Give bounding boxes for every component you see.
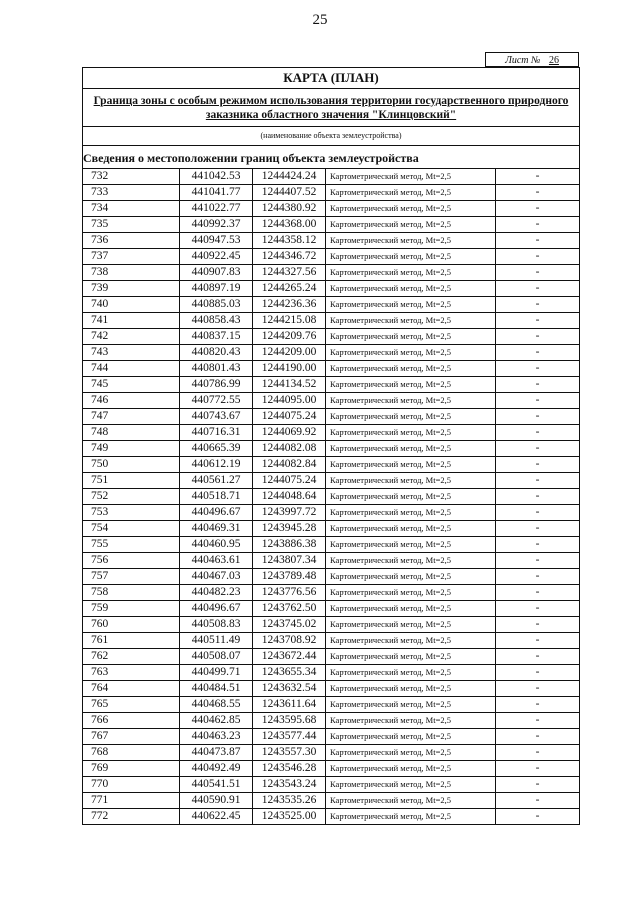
x-coordinate-cell: 440716.31: [180, 425, 253, 441]
y-coordinate-cell: 1243557.30: [253, 745, 326, 761]
table-row: [83, 569, 579, 585]
method-cell: Картометрический метод, Mt=2,5: [326, 329, 496, 345]
table-row: [83, 393, 579, 409]
y-coordinate-cell: 1243708.92: [253, 633, 326, 649]
table-row: [83, 617, 579, 633]
point-number-cell: 755: [83, 537, 180, 553]
note-cell: -: [496, 377, 580, 393]
table-row: [83, 233, 579, 249]
point-number-cell: 736: [83, 233, 180, 249]
note-cell: -: [496, 681, 580, 697]
method-cell: Картометрический метод, Mt=2,5: [326, 777, 496, 793]
y-coordinate-cell: 1243945.28: [253, 521, 326, 537]
x-coordinate-cell: 440462.85: [180, 713, 253, 729]
note-cell: -: [496, 441, 580, 457]
point-number-cell: 770: [83, 777, 180, 793]
x-coordinate-cell: 440484.51: [180, 681, 253, 697]
y-coordinate-cell: 1243632.54: [253, 681, 326, 697]
method-cell: Картометрический метод, Mt=2,5: [326, 345, 496, 361]
point-number-cell: 750: [83, 457, 180, 473]
y-coordinate-cell: 1243997.72: [253, 505, 326, 521]
point-number-cell: 769: [83, 761, 180, 777]
table-row: [83, 377, 579, 393]
note-cell: -: [496, 409, 580, 425]
point-number-cell: 747: [83, 409, 180, 425]
method-cell: Картометрический метод, Mt=2,5: [326, 457, 496, 473]
point-number-cell: 764: [83, 681, 180, 697]
note-cell: -: [496, 809, 580, 825]
note-cell: -: [496, 393, 580, 409]
table-row: [83, 521, 579, 537]
note-cell: -: [496, 505, 580, 521]
x-coordinate-cell: 440468.55: [180, 697, 253, 713]
table-row: [83, 601, 579, 617]
point-number-cell: 748: [83, 425, 180, 441]
table-row: [83, 313, 579, 329]
point-number-cell: 732: [83, 169, 180, 185]
method-cell: Картометрический метод, Mt=2,5: [326, 297, 496, 313]
note-cell: -: [496, 617, 580, 633]
table-row: [83, 201, 579, 217]
y-coordinate-cell: 1243789.48: [253, 569, 326, 585]
method-cell: Картометрический метод, Mt=2,5: [326, 313, 496, 329]
x-coordinate-cell: 440992.37: [180, 217, 253, 233]
point-number-cell: 734: [83, 201, 180, 217]
y-coordinate-cell: 1244095.00: [253, 393, 326, 409]
method-cell: Картометрический метод, Mt=2,5: [326, 441, 496, 457]
table-row: [83, 585, 579, 601]
x-coordinate-cell: 441042.53: [180, 169, 253, 185]
method-cell: Картометрический метод, Mt=2,5: [326, 425, 496, 441]
x-coordinate-cell: 440499.71: [180, 665, 253, 681]
table-row: [83, 489, 579, 505]
point-number-cell: 745: [83, 377, 180, 393]
y-coordinate-cell: 1243762.50: [253, 601, 326, 617]
x-coordinate-cell: 440541.51: [180, 777, 253, 793]
y-coordinate-cell: 1244190.00: [253, 361, 326, 377]
table-row: [83, 729, 579, 745]
x-coordinate-cell: 440590.91: [180, 793, 253, 809]
point-number-cell: 763: [83, 665, 180, 681]
note-cell: -: [496, 553, 580, 569]
point-number-cell: 740: [83, 297, 180, 313]
table-row: [83, 633, 579, 649]
point-number-cell: 767: [83, 729, 180, 745]
x-coordinate-cell: 440922.45: [180, 249, 253, 265]
y-coordinate-cell: 1244134.52: [253, 377, 326, 393]
point-number-cell: 772: [83, 809, 180, 825]
note-cell: -: [496, 665, 580, 681]
y-coordinate-cell: 1243672.44: [253, 649, 326, 665]
y-coordinate-cell: 1244075.24: [253, 473, 326, 489]
method-cell: Картометрический метод, Mt=2,5: [326, 665, 496, 681]
point-number-cell: 759: [83, 601, 180, 617]
x-coordinate-cell: 440508.07: [180, 649, 253, 665]
table-row: [83, 441, 579, 457]
table-row: [83, 681, 579, 697]
point-number-cell: 738: [83, 265, 180, 281]
x-coordinate-cell: 440786.99: [180, 377, 253, 393]
method-cell: Картометрический метод, Mt=2,5: [326, 809, 496, 825]
x-coordinate-cell: 440612.19: [180, 457, 253, 473]
table-row: [83, 745, 579, 761]
method-cell: Картометрический метод, Mt=2,5: [326, 409, 496, 425]
x-coordinate-cell: 440622.45: [180, 809, 253, 825]
table-row: [83, 409, 579, 425]
point-number-cell: 742: [83, 329, 180, 345]
x-coordinate-cell: 440772.55: [180, 393, 253, 409]
point-number-cell: 758: [83, 585, 180, 601]
note-cell: -: [496, 489, 580, 505]
point-number-cell: 762: [83, 649, 180, 665]
method-cell: Картометрический метод, Mt=2,5: [326, 185, 496, 201]
note-cell: -: [496, 713, 580, 729]
y-coordinate-cell: 1244082.84: [253, 457, 326, 473]
method-cell: Картометрический метод, Mt=2,5: [326, 377, 496, 393]
note-cell: -: [496, 649, 580, 665]
note-cell: -: [496, 281, 580, 297]
point-number-cell: 743: [83, 345, 180, 361]
y-coordinate-cell: 1244327.56: [253, 265, 326, 281]
y-coordinate-cell: 1244215.08: [253, 313, 326, 329]
sheet-number-box: [485, 52, 579, 67]
method-cell: Картометрический метод, Mt=2,5: [326, 745, 496, 761]
x-coordinate-cell: 440482.23: [180, 585, 253, 601]
x-coordinate-cell: 440511.49: [180, 633, 253, 649]
note-cell: -: [496, 425, 580, 441]
note-cell: -: [496, 793, 580, 809]
y-coordinate-cell: 1244346.72: [253, 249, 326, 265]
point-number-cell: 754: [83, 521, 180, 537]
method-cell: Картометрический метод, Mt=2,5: [326, 569, 496, 585]
note-cell: -: [496, 249, 580, 265]
table-row: [83, 537, 579, 553]
note-cell: -: [496, 297, 580, 313]
method-cell: Картометрический метод, Mt=2,5: [326, 793, 496, 809]
y-coordinate-cell: 1243745.02: [253, 617, 326, 633]
method-cell: Картометрический метод, Mt=2,5: [326, 681, 496, 697]
table-row: [83, 185, 579, 201]
note-cell: -: [496, 537, 580, 553]
y-coordinate-cell: 1244358.12: [253, 233, 326, 249]
y-coordinate-cell: 1243535.26: [253, 793, 326, 809]
point-number-cell: 768: [83, 745, 180, 761]
method-cell: Картометрический метод, Mt=2,5: [326, 585, 496, 601]
x-coordinate-cell: 440518.71: [180, 489, 253, 505]
point-number-cell: 751: [83, 473, 180, 489]
x-coordinate-cell: 441022.77: [180, 201, 253, 217]
table-row: [83, 649, 579, 665]
note-cell: -: [496, 361, 580, 377]
table-row: [83, 809, 579, 825]
x-coordinate-cell: 440508.83: [180, 617, 253, 633]
method-cell: Картометрический метод, Mt=2,5: [326, 537, 496, 553]
point-number-cell: 765: [83, 697, 180, 713]
method-cell: Картометрический метод, Mt=2,5: [326, 601, 496, 617]
method-cell: Картометрический метод, Mt=2,5: [326, 393, 496, 409]
y-coordinate-cell: 1244424.24: [253, 169, 326, 185]
table-row: [83, 345, 579, 361]
table-row: [83, 473, 579, 489]
method-cell: Картометрический метод, Mt=2,5: [326, 553, 496, 569]
page-number: 25: [312, 12, 328, 28]
x-coordinate-cell: 440665.39: [180, 441, 253, 457]
table-row: [83, 361, 579, 377]
x-coordinate-cell: 440463.23: [180, 729, 253, 745]
note-cell: -: [496, 745, 580, 761]
x-coordinate-cell: 440496.67: [180, 505, 253, 521]
y-coordinate-cell: 1243577.44: [253, 729, 326, 745]
point-number-cell: 753: [83, 505, 180, 521]
note-cell: -: [496, 697, 580, 713]
x-coordinate-cell: 440473.87: [180, 745, 253, 761]
table-row: [83, 249, 579, 265]
y-coordinate-cell: 1244209.76: [253, 329, 326, 345]
point-number-cell: 739: [83, 281, 180, 297]
method-cell: Картометрический метод, Mt=2,5: [326, 473, 496, 489]
point-number-cell: 749: [83, 441, 180, 457]
y-coordinate-cell: 1244236.36: [253, 297, 326, 313]
table-row: [83, 169, 579, 185]
y-coordinate-cell: 1244368.00: [253, 217, 326, 233]
table-row: [83, 457, 579, 473]
note-cell: -: [496, 233, 580, 249]
y-coordinate-cell: 1243776.56: [253, 585, 326, 601]
y-coordinate-cell: 1243543.24: [253, 777, 326, 793]
method-cell: Картометрический метод, Mt=2,5: [326, 521, 496, 537]
note-cell: -: [496, 633, 580, 649]
y-coordinate-cell: 1243886.38: [253, 537, 326, 553]
y-coordinate-cell: 1243525.00: [253, 809, 326, 825]
method-cell: Картометрический метод, Mt=2,5: [326, 505, 496, 521]
point-number-cell: 737: [83, 249, 180, 265]
table-row: [83, 265, 579, 281]
object-description: Граница зоны с особым режимом использования территории государственного природного заказника областного значения "Клинцовский": [83, 89, 579, 127]
x-coordinate-cell: 440885.03: [180, 297, 253, 313]
point-number-cell: 752: [83, 489, 180, 505]
method-cell: Картометрический метод, Mt=2,5: [326, 169, 496, 185]
x-coordinate-cell: 440469.31: [180, 521, 253, 537]
note-cell: -: [496, 777, 580, 793]
x-coordinate-cell: 440743.67: [180, 409, 253, 425]
y-coordinate-cell: 1243611.64: [253, 697, 326, 713]
y-coordinate-cell: 1244209.00: [253, 345, 326, 361]
point-number-cell: 757: [83, 569, 180, 585]
point-number-cell: 761: [83, 633, 180, 649]
method-cell: Картометрический метод, Mt=2,5: [326, 201, 496, 217]
x-coordinate-cell: 440837.15: [180, 329, 253, 345]
y-coordinate-cell: 1243807.34: [253, 553, 326, 569]
note-cell: -: [496, 169, 580, 185]
y-coordinate-cell: 1244069.92: [253, 425, 326, 441]
x-coordinate-cell: 440492.49: [180, 761, 253, 777]
method-cell: Картометрический метод, Mt=2,5: [326, 281, 496, 297]
y-coordinate-cell: 1243655.34: [253, 665, 326, 681]
method-cell: Картометрический метод, Mt=2,5: [326, 217, 496, 233]
point-number-cell: 756: [83, 553, 180, 569]
table-row: [83, 553, 579, 569]
sheet-label: Лист №: [505, 55, 541, 66]
note-cell: -: [496, 313, 580, 329]
method-cell: Картометрический метод, Mt=2,5: [326, 649, 496, 665]
x-coordinate-cell: 440820.43: [180, 345, 253, 361]
note-cell: -: [496, 521, 580, 537]
x-coordinate-cell: 440947.53: [180, 233, 253, 249]
table-row: [83, 217, 579, 233]
note-cell: -: [496, 345, 580, 361]
coordinates-table-body: [83, 169, 579, 824]
note-cell: -: [496, 185, 580, 201]
method-cell: Картометрический метод, Mt=2,5: [326, 249, 496, 265]
method-cell: Картометрический метод, Mt=2,5: [326, 713, 496, 729]
sheet-number: 26: [548, 55, 559, 66]
method-cell: Картометрический метод, Mt=2,5: [326, 729, 496, 745]
method-cell: Картометрический метод, Mt=2,5: [326, 361, 496, 377]
coordinates-table: [83, 169, 579, 824]
x-coordinate-cell: 440463.61: [180, 553, 253, 569]
note-cell: -: [496, 201, 580, 217]
point-number-cell: 766: [83, 713, 180, 729]
table-row: [83, 665, 579, 681]
y-coordinate-cell: 1244048.64: [253, 489, 326, 505]
table-row: [83, 793, 579, 809]
method-cell: Картометрический метод, Mt=2,5: [326, 633, 496, 649]
map-plan-form: [82, 67, 580, 825]
y-coordinate-cell: 1244082.08: [253, 441, 326, 457]
point-number-cell: 735: [83, 217, 180, 233]
table-row: [83, 329, 579, 345]
table-row: [83, 425, 579, 441]
x-coordinate-cell: 440858.43: [180, 313, 253, 329]
y-coordinate-cell: 1244075.24: [253, 409, 326, 425]
method-cell: Картометрический метод, Mt=2,5: [326, 697, 496, 713]
y-coordinate-cell: 1243546.28: [253, 761, 326, 777]
table-row: [83, 713, 579, 729]
method-cell: Картометрический метод, Mt=2,5: [326, 233, 496, 249]
point-number-cell: 771: [83, 793, 180, 809]
point-number-cell: 746: [83, 393, 180, 409]
y-coordinate-cell: 1244265.24: [253, 281, 326, 297]
form-title: КАРТА (ПЛАН): [83, 68, 579, 89]
object-note: (наименование объекта землеустройства): [83, 127, 579, 146]
method-cell: Картометрический метод, Mt=2,5: [326, 489, 496, 505]
x-coordinate-cell: 441041.77: [180, 185, 253, 201]
point-number-cell: 744: [83, 361, 180, 377]
x-coordinate-cell: 440897.19: [180, 281, 253, 297]
x-coordinate-cell: 440561.27: [180, 473, 253, 489]
table-row: [83, 281, 579, 297]
note-cell: -: [496, 329, 580, 345]
note-cell: -: [496, 761, 580, 777]
method-cell: Картометрический метод, Mt=2,5: [326, 617, 496, 633]
table-row: [83, 505, 579, 521]
y-coordinate-cell: 1244407.52: [253, 185, 326, 201]
method-cell: Картометрический метод, Mt=2,5: [326, 265, 496, 281]
x-coordinate-cell: 440801.43: [180, 361, 253, 377]
table-row: [83, 697, 579, 713]
note-cell: -: [496, 585, 580, 601]
y-coordinate-cell: 1243595.68: [253, 713, 326, 729]
note-cell: -: [496, 601, 580, 617]
x-coordinate-cell: 440460.95: [180, 537, 253, 553]
note-cell: -: [496, 473, 580, 489]
note-cell: -: [496, 265, 580, 281]
method-cell: Картометрический метод, Mt=2,5: [326, 761, 496, 777]
x-coordinate-cell: 440496.67: [180, 601, 253, 617]
section-title: Сведения о местоположении границ объекта землеустройства: [83, 146, 579, 169]
point-number-cell: 760: [83, 617, 180, 633]
note-cell: -: [496, 457, 580, 473]
y-coordinate-cell: 1244380.92: [253, 201, 326, 217]
table-row: [83, 761, 579, 777]
note-cell: -: [496, 569, 580, 585]
note-cell: -: [496, 217, 580, 233]
table-row: [83, 297, 579, 313]
point-number-cell: 741: [83, 313, 180, 329]
note-cell: -: [496, 729, 580, 745]
table-row: [83, 777, 579, 793]
x-coordinate-cell: 440907.83: [180, 265, 253, 281]
point-number-cell: 733: [83, 185, 180, 201]
x-coordinate-cell: 440467.03: [180, 569, 253, 585]
